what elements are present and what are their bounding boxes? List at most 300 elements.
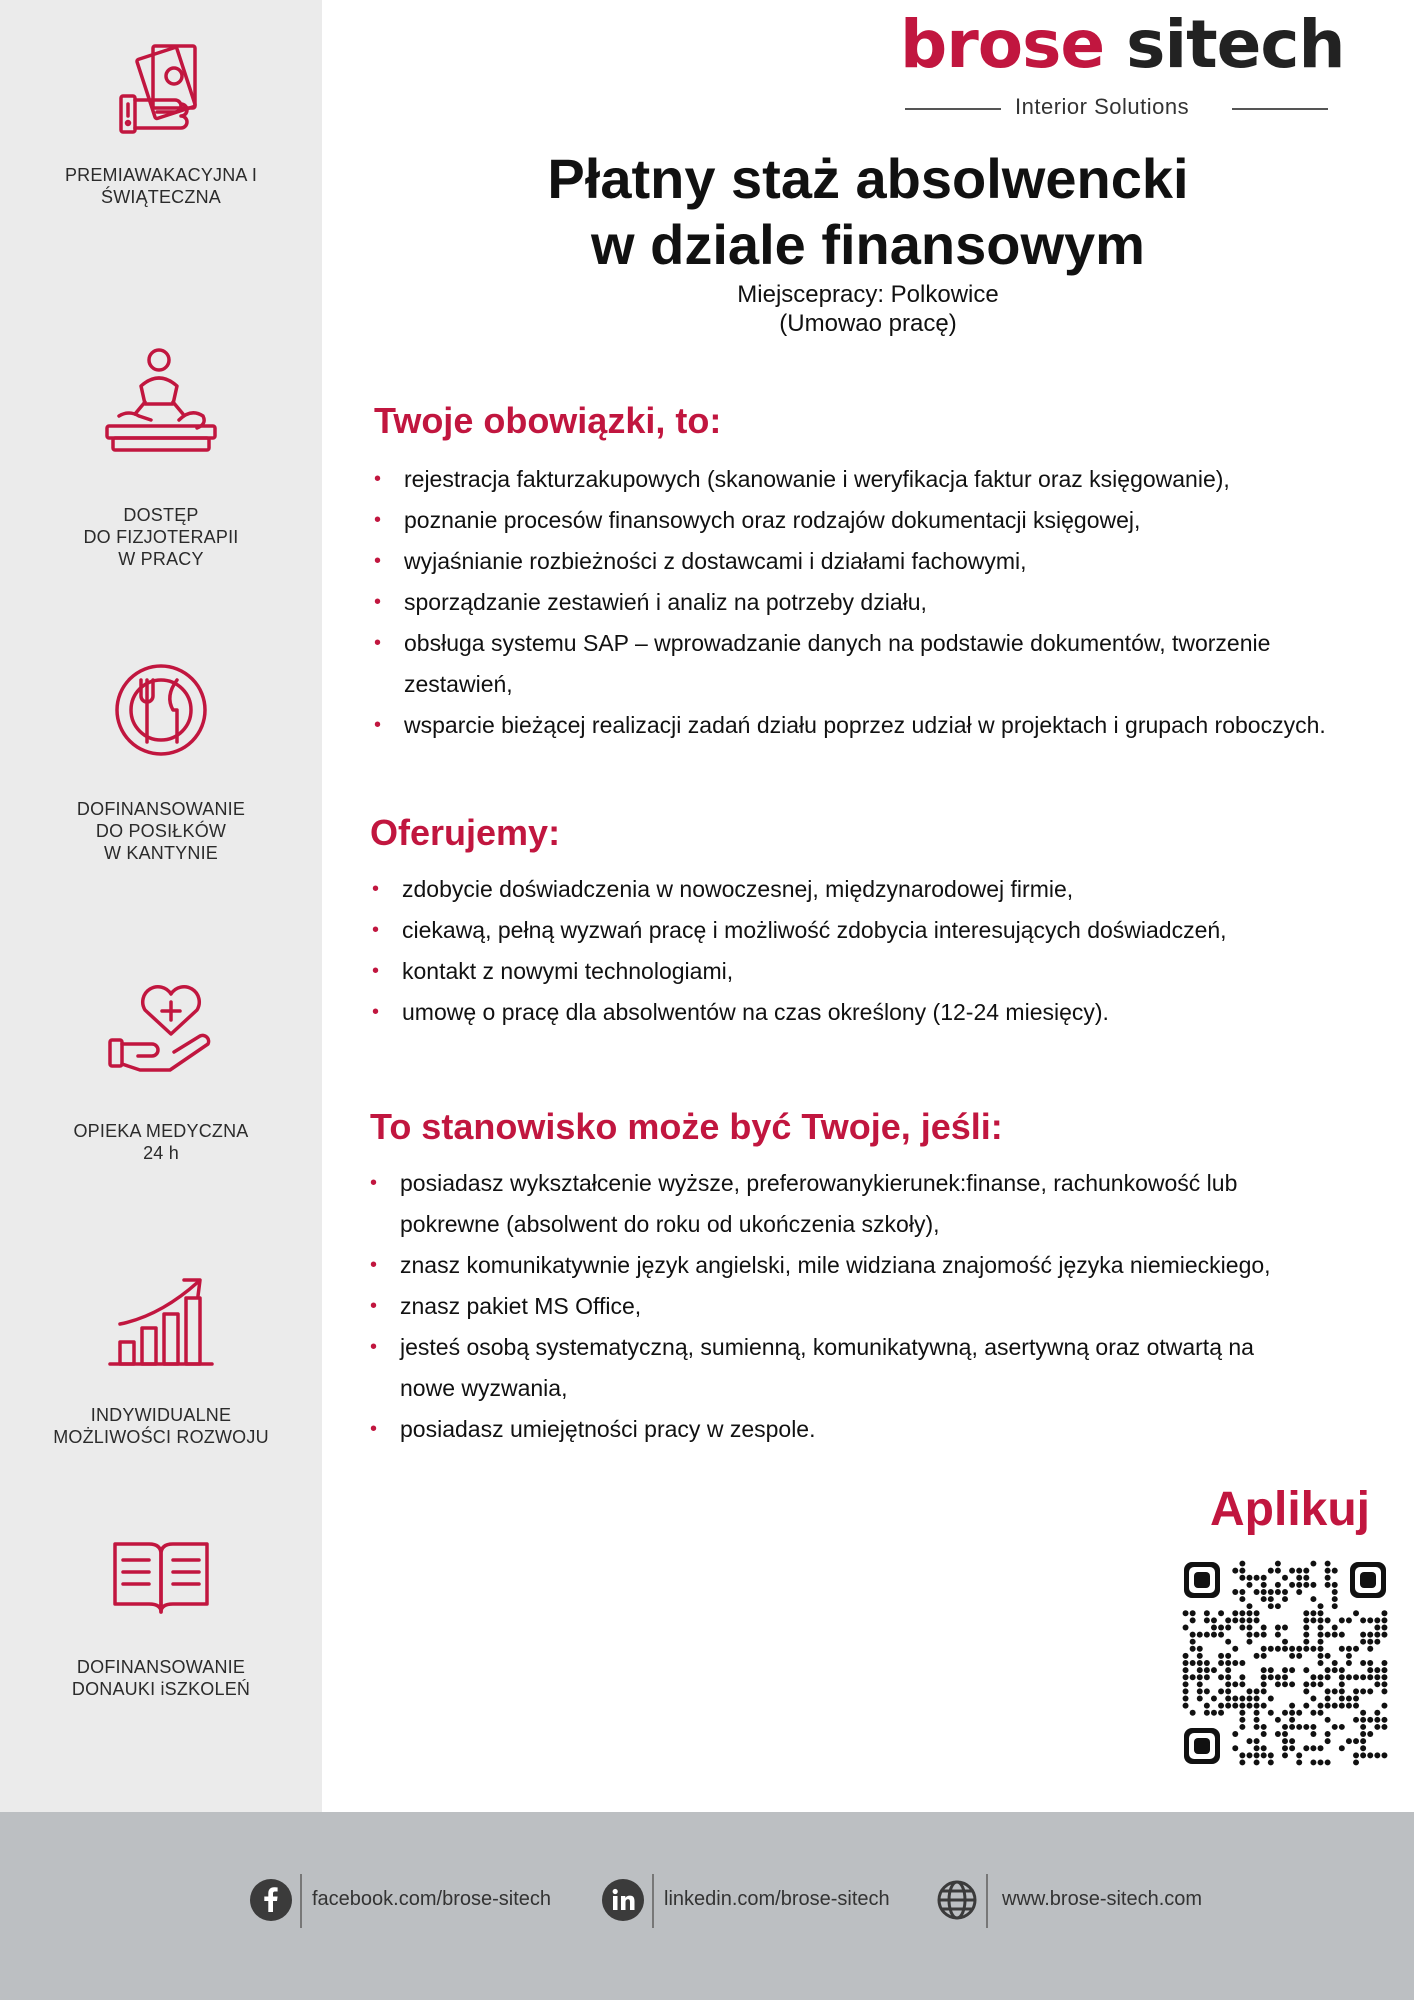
qr-module [1239,1696,1245,1702]
qr-module [1268,1759,1274,1765]
qr-module [1296,1646,1302,1652]
qr-module [1332,1632,1338,1638]
qr-module [1232,1703,1238,1709]
qr-module [1261,1582,1267,1588]
qr-module [1254,1617,1260,1623]
qr-module [1239,1596,1245,1602]
list-item: • poznanie procesów finansowych oraz rodzajów dokumentacji księgowej, [370,500,1380,541]
qr-module [1374,1624,1380,1630]
qr-module [1197,1667,1203,1673]
qr-module [1303,1703,1309,1709]
qr-module [1303,1688,1309,1694]
qr-module [1239,1568,1245,1574]
qr-module [1183,1688,1189,1694]
qr-module [1296,1653,1302,1659]
qr-module [1381,1688,1387,1694]
qr-module [1325,1582,1331,1588]
qr-module [1190,1710,1196,1716]
qr-module [1332,1660,1338,1666]
qr-module [1275,1674,1281,1680]
benefit-holiday-bonus [0,38,322,208]
benefit-physiotherapy [0,346,322,570]
qr-module [1282,1674,1288,1680]
qr-module [1254,1717,1260,1723]
list-item: • posiadasz umiejętności pracy w zespole. [366,1409,1306,1450]
qr-module [1318,1759,1324,1765]
qr-module [1289,1724,1295,1730]
qr-module [1268,1674,1274,1680]
qr-module [1254,1610,1260,1616]
qr-module [1282,1596,1288,1602]
qr-module [1275,1624,1281,1630]
qr-module [1282,1738,1288,1744]
qr-module [1246,1610,1252,1616]
qr-module [1211,1624,1217,1630]
qr-module [1289,1646,1295,1652]
qr-module [1204,1610,1210,1616]
requirements-heading: To stanowisko może być Twoje, jeśli: [370,1106,1003,1147]
qr-module [1275,1603,1281,1609]
linkedin-icon [602,1879,644,1921]
qr-module [1318,1603,1324,1609]
qr-module [1183,1667,1189,1673]
qr-module [1346,1674,1352,1680]
qr-module [1374,1681,1380,1687]
qr-module [1232,1681,1238,1687]
list-item: • kontakt z nowymi technologiami, [368,951,1378,992]
qr-module [1254,1724,1260,1730]
qr-module [1325,1696,1331,1702]
qr-module [1346,1660,1352,1666]
qr-module [1268,1589,1274,1595]
qr-module [1282,1646,1288,1652]
qr-module [1232,1617,1238,1623]
qr-module [1275,1582,1281,1588]
qr-module [1190,1674,1196,1680]
qr-module [1367,1660,1373,1666]
qr-module [1374,1632,1380,1638]
qr-module [1303,1632,1309,1638]
qr-module [1246,1738,1252,1744]
qr-module [1268,1603,1274,1609]
qr-module [1346,1703,1352,1709]
qr-module [1225,1653,1231,1659]
benefit-label: OPIEKA MEDYCZNA 24 h [73,1121,249,1163]
qr-module [1268,1710,1274,1716]
qr-module [1296,1759,1302,1765]
qr-module [1289,1681,1295,1687]
qr-module [1261,1596,1267,1602]
qr-module [1225,1639,1231,1645]
qr-module [1232,1610,1238,1616]
tagline-rule-right [1232,108,1328,110]
qr-module [1332,1589,1338,1595]
qr-module [1332,1596,1338,1602]
qr-module [1353,1738,1359,1744]
qr-module [1183,1610,1189,1616]
qr-module [1339,1646,1345,1652]
qr-module [1275,1589,1281,1595]
qr-module [1183,1681,1189,1687]
open-book-icon [111,1538,211,1616]
qr-module [1190,1639,1196,1645]
qr-module [1318,1617,1324,1623]
qr-module [1239,1724,1245,1730]
qr-module [1197,1632,1203,1638]
qr-module [1282,1710,1288,1716]
qr-module [1360,1660,1366,1666]
qr-module [1239,1703,1245,1709]
qr-module [1325,1731,1331,1737]
qr-module [1282,1724,1288,1730]
job-contract: (Umowao pracę) [779,310,957,337]
qr-module [1211,1617,1217,1623]
benefit-meals [0,660,322,864]
qr-module [1310,1646,1316,1652]
qr-module [1261,1653,1267,1659]
qr-module [1204,1660,1210,1666]
qr-module [1381,1724,1387,1730]
qr-module [1289,1710,1295,1716]
qr-module [1339,1745,1345,1751]
qr-module [1204,1617,1210,1623]
qr-module [1339,1674,1345,1680]
qr-module [1254,1575,1260,1581]
qr-code-icon[interactable] [1182,1560,1388,1766]
qr-module [1310,1582,1316,1588]
qr-module [1190,1610,1196,1616]
qr-module [1261,1646,1267,1652]
qr-module [1246,1688,1252,1694]
qr-module [1282,1752,1288,1758]
qr-module [1225,1624,1231,1630]
qr-module [1367,1674,1373,1680]
qr-module [1261,1745,1267,1751]
qr-module [1225,1681,1231,1687]
qr-module [1261,1575,1267,1581]
qr-module [1183,1674,1189,1680]
qr-module [1268,1596,1274,1602]
list-item: • wsparcie bieżącej realizacji zadań działu poprzez udział w projektach i grupach roboczych. [370,705,1380,746]
qr-module [1289,1667,1295,1673]
footer-separator [300,1874,302,1928]
qr-module [1303,1646,1309,1652]
qr-module [1367,1717,1373,1723]
qr-module [1353,1696,1359,1702]
list-item: • jesteś osobą systematyczną, sumienną, komunikatywną, asertywną oraz otwartą na nowe wyzwania, [366,1327,1306,1409]
qr-module [1232,1731,1238,1737]
qr-module [1246,1632,1252,1638]
qr-module [1254,1745,1260,1751]
qr-module [1325,1632,1331,1638]
qr-module [1261,1674,1267,1680]
qr-module [1374,1717,1380,1723]
linkedin-link-text[interactable]: linkedin.com/brose-sitech [664,1888,890,1910]
qr-module [1232,1696,1238,1702]
qr-module [1296,1568,1302,1574]
qr-module [1275,1646,1281,1652]
qr-module [1310,1731,1316,1737]
brand-logo [900,6,1345,119]
qr-module [1183,1624,1189,1630]
qr-module [1246,1603,1252,1609]
qr-module [1218,1653,1224,1659]
qr-finder-bottom-left [1184,1728,1220,1764]
qr-module [1303,1745,1309,1751]
qr-module [1346,1738,1352,1744]
qr-module [1318,1745,1324,1751]
tagline-rule-left [905,108,1001,110]
benefit-label: PREMIAWAKACYJNA I ŚWIĄTECZNA [64,165,258,207]
website-link-text[interactable]: www.brose-sitech.com [1002,1888,1203,1910]
logo-tagline-row [900,84,1330,119]
list-item: • sporządzanie zestawień i analiz na potrzeby działu, [370,582,1380,623]
benefit-label: DOFINANSOWANIE DONAUKI iSZKOLEŃ [71,1657,251,1699]
qr-module [1261,1632,1267,1638]
logo-tagline: Interior Solutions [1015,94,1190,119]
page-title-line-1: Płatny staż absolwencki [547,147,1189,210]
qr-module [1381,1752,1387,1758]
qr-module [1225,1674,1231,1680]
requirements-list [366,1163,1306,1450]
qr-module [1360,1717,1366,1723]
qr-module [1310,1617,1316,1623]
qr-module [1204,1710,1210,1716]
physiotherapy-icon [101,346,221,456]
qr-module [1232,1646,1238,1652]
qr-module [1325,1667,1331,1673]
qr-module [1261,1703,1267,1709]
qr-module [1318,1646,1324,1652]
qr-module [1332,1624,1338,1630]
qr-module [1296,1752,1302,1758]
qr-module [1204,1674,1210,1680]
benefit-label: DOSTĘP DO FIZJOTERAPII W PRACY [83,505,239,569]
qr-module [1261,1624,1267,1630]
qr-module [1339,1724,1345,1730]
job-location: Miejscepracy: Polkowice [737,281,999,308]
qr-module [1183,1703,1189,1709]
qr-module [1303,1639,1309,1645]
qr-module [1239,1681,1245,1687]
qr-module [1246,1696,1252,1702]
qr-module [1289,1717,1295,1723]
qr-module [1296,1724,1302,1730]
benefit-label: DOFINANSOWANIE DO POSIŁKÓW W KANTYNIE [76,799,246,863]
qr-module [1296,1710,1302,1716]
qr-module [1289,1653,1295,1659]
meal-plate-icon [111,660,211,760]
qr-module [1318,1624,1324,1630]
qr-module [1360,1752,1366,1758]
qr-module [1339,1688,1345,1694]
qr-module [1190,1646,1196,1652]
qr-module [1239,1575,1245,1581]
qr-module [1239,1759,1245,1765]
qr-module [1360,1738,1366,1744]
qr-module [1325,1617,1331,1623]
qr-module [1367,1688,1373,1694]
qr-module [1239,1717,1245,1723]
qr-module [1261,1724,1267,1730]
qr-module [1211,1667,1217,1673]
offer-heading: Oferujemy: [370,812,561,853]
qr-module [1318,1653,1324,1659]
qr-module [1232,1745,1238,1751]
qr-module [1211,1696,1217,1702]
qr-module [1325,1738,1331,1744]
footer-separator [652,1874,654,1928]
qr-module [1374,1617,1380,1623]
logo-brose: brose [900,6,1105,83]
qr-module [1367,1639,1373,1645]
qr-module [1239,1617,1245,1623]
qr-finder-top-left [1184,1562,1220,1598]
qr-module [1268,1696,1274,1702]
qr-module [1381,1624,1387,1630]
qr-module [1360,1724,1366,1730]
qr-module [1204,1703,1210,1709]
apply-heading: Aplikuj [1210,1483,1371,1536]
qr-module [1183,1653,1189,1659]
qr-module [1360,1674,1366,1680]
qr-module [1261,1667,1267,1673]
qr-module [1211,1632,1217,1638]
qr-module [1190,1617,1196,1623]
qr-module [1239,1561,1245,1567]
qr-module [1275,1731,1281,1737]
qr-module [1232,1568,1238,1574]
globe-icon [936,1879,978,1921]
qr-module [1225,1667,1231,1673]
qr-module [1204,1667,1210,1673]
qr-module [1310,1696,1316,1702]
qr-module [1353,1703,1359,1709]
qr-module [1246,1752,1252,1758]
qr-module [1275,1568,1281,1574]
benefit-label: INDYWIDUALNE MOŻLIWOŚCI ROZWOJU [53,1405,269,1447]
qr-module [1353,1752,1359,1758]
list-item: • umowę o pracę dla absolwentów na czas określony (12-24 miesięcy). [368,992,1378,1033]
qr-module [1318,1710,1324,1716]
qr-module [1239,1752,1245,1758]
qr-module [1239,1660,1245,1666]
list-item: • wyjaśnianie rozbieżności z dostawcami i działami fachowymi, [370,541,1380,582]
qr-module [1261,1752,1267,1758]
qr-module [1381,1632,1387,1638]
logo-wordmark [900,6,1345,83]
list-item: • znasz pakiet MS Office, [366,1286,1306,1327]
qr-module [1197,1653,1203,1659]
qr-module [1282,1639,1288,1645]
qr-module [1246,1703,1252,1709]
qr-module [1282,1681,1288,1687]
qr-module [1332,1667,1338,1673]
qr-module [1254,1632,1260,1638]
qr-module [1332,1582,1338,1588]
qr-module [1360,1745,1366,1751]
list-item: • obsługa systemu SAP – wprowadzanie danych na podstawie dokumentów, tworzenie zestawień, [370,623,1380,705]
qr-module [1246,1575,1252,1581]
qr-module [1325,1759,1331,1765]
page-title-line-2: w dziale finansowym [591,213,1145,276]
list-item: • ciekawą, pełną wyzwań pracę i możliwość zdobycia interesujących doświadczeń, [368,910,1378,951]
qr-module [1275,1717,1281,1723]
qr-module [1353,1717,1359,1723]
duties-list [370,459,1380,746]
qr-module [1318,1674,1324,1680]
qr-module [1254,1703,1260,1709]
qr-module [1339,1617,1345,1623]
qr-module [1239,1674,1245,1680]
qr-module [1374,1724,1380,1730]
qr-module [1303,1624,1309,1630]
qr-module [1360,1688,1366,1694]
qr-module [1254,1759,1260,1765]
list-item: • znasz komunikatywnie język angielski, mile widziana znajomość języka niemieckiego, [366,1245,1306,1286]
qr-module [1310,1596,1316,1602]
qr-module [1339,1696,1345,1702]
offer-list [368,869,1378,1033]
qr-module [1374,1752,1380,1758]
qr-module [1310,1674,1316,1680]
qr-module [1282,1731,1288,1737]
benefit-development [0,1272,322,1448]
qr-module [1381,1610,1387,1616]
qr-module [1360,1639,1366,1645]
qr-module [1325,1703,1331,1709]
qr-module [1318,1681,1324,1687]
benefit-training [0,1538,322,1700]
qr-module [1310,1745,1316,1751]
qr-module [1296,1589,1302,1595]
qr-module [1367,1617,1373,1623]
qr-module [1310,1710,1316,1716]
qr-module [1246,1624,1252,1630]
qr-module [1190,1660,1196,1666]
qr-module [1289,1703,1295,1709]
qr-module [1218,1632,1224,1638]
qr-module [1197,1696,1203,1702]
qr-module [1360,1710,1366,1716]
qr-module [1310,1561,1316,1567]
qr-module [1303,1724,1309,1730]
qr-module [1339,1667,1345,1673]
qr-module [1211,1710,1217,1716]
qr-module [1218,1703,1224,1709]
facebook-link-text[interactable]: facebook.com/brose-sitech [312,1888,552,1910]
benefit-medical [0,984,322,1164]
qr-module [1254,1696,1260,1702]
qr-module [1374,1667,1380,1673]
qr-module [1353,1674,1359,1680]
qr-module [1218,1710,1224,1716]
qr-module [1367,1632,1373,1638]
qr-module [1268,1667,1274,1673]
qr-module [1296,1575,1302,1581]
qr-module [1254,1710,1260,1716]
qr-module [1254,1653,1260,1659]
qr-module [1239,1624,1245,1630]
qr-module [1303,1575,1309,1581]
qr-module [1275,1632,1281,1638]
qr-module [1346,1646,1352,1652]
qr-module [1218,1674,1224,1680]
qr-module [1225,1617,1231,1623]
qr-module [1353,1759,1359,1765]
qr-module [1367,1646,1373,1652]
qr-module [1303,1667,1309,1673]
